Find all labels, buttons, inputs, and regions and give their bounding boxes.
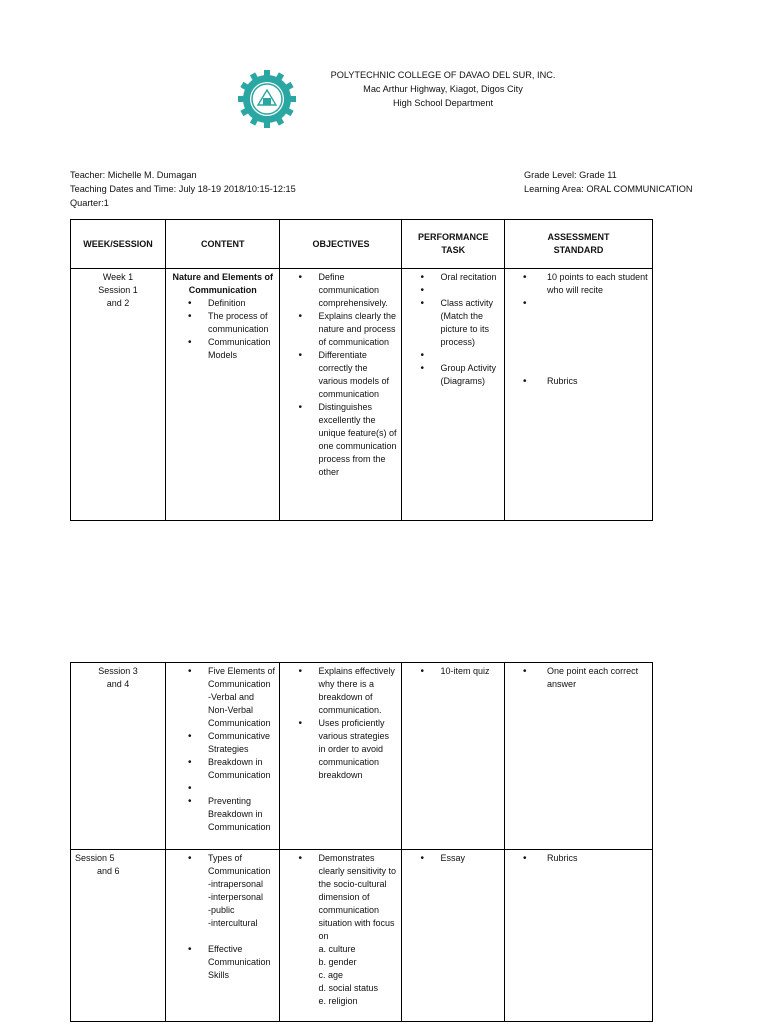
week-cell — [71, 663, 166, 850]
objectives-cell — [280, 663, 402, 850]
assessment-cell — [505, 850, 653, 1022]
task-list — [406, 271, 500, 388]
school-address: Mac Arthur Highway, Kiagot, Digos City — [363, 84, 523, 94]
week-line: Session 3 — [98, 666, 138, 676]
info-left — [70, 168, 296, 210]
spacer — [170, 782, 275, 795]
week-line: Week 1 — [102, 272, 134, 282]
objectives-cell — [280, 850, 402, 1022]
objective-subitem: c. age — [318, 970, 343, 980]
list-item: • Rubrics — [509, 852, 648, 865]
assessment-list — [509, 852, 648, 865]
week-line: and 4 — [106, 679, 130, 689]
list-item: • Uses proficiently various strategies in order to avoid communication breakdown — [284, 717, 397, 782]
list-item: • Oral recitation — [406, 271, 500, 284]
list-item: • Types of Communication — [170, 852, 275, 878]
list-item: • 10-item quiz — [406, 665, 500, 678]
objectives-list — [284, 665, 397, 782]
spacer — [406, 284, 500, 297]
table-row — [71, 269, 653, 521]
list-item: • Communicative Strategies — [170, 730, 275, 756]
spacer — [509, 297, 648, 375]
content-subitem: -interpersonal — [208, 892, 264, 902]
list-item: • Distinguishes excellently the unique feature(s) of one communication process from the other — [284, 401, 397, 479]
list-item: • Class activity (Match the picture to its process) — [406, 297, 500, 349]
spacer — [406, 349, 500, 362]
header-assess-line1: ASSESSMENT — [547, 232, 610, 242]
list-item: • Differentiate correctly the various models of communication — [284, 349, 397, 401]
header-assessment — [505, 220, 653, 269]
objectives-list — [284, 271, 397, 479]
objective-subitem: e. religion — [318, 996, 358, 1006]
assessment-cell — [505, 269, 653, 521]
list-item: • Communication Models — [170, 336, 275, 362]
quarter-line: Quarter:1 — [70, 198, 109, 208]
list-item: • Effective Communication Skills — [170, 943, 275, 982]
list-item: • Definition — [170, 297, 275, 310]
grade-line: Grade Level: Grade 11 — [524, 170, 617, 180]
teacher-line: Teacher: Michelle M. Dumagan — [70, 170, 197, 180]
content-subitem: -intrapersonal — [208, 879, 264, 889]
content-list — [170, 852, 275, 878]
school-name: POLYTECHNIC COLLEGE OF DAVAO DEL SUR, INC. — [330, 70, 556, 80]
content-cell — [166, 269, 280, 521]
objective-subitem: d. social status — [318, 983, 378, 993]
task-cell — [402, 269, 505, 521]
lesson-plan-table-1 — [70, 219, 653, 521]
task-cell — [402, 850, 505, 1022]
objectives-cell — [280, 269, 402, 521]
objective-subitem: a. culture — [318, 944, 356, 954]
school-department: High School Department — [392, 98, 494, 108]
assessment-cell — [505, 663, 653, 850]
header-assess-line2: STANDARD — [553, 245, 604, 255]
header-objectives: OBJECTIVES — [280, 220, 402, 269]
table-header-row — [71, 220, 653, 269]
list-item: • Group Activity (Diagrams) — [406, 362, 500, 388]
week-cell — [71, 269, 166, 521]
task-list — [406, 852, 500, 865]
info-right — [524, 168, 692, 196]
list-item: • Breakdown in Communication — [170, 756, 275, 782]
week-line: and 2 — [106, 298, 130, 308]
header-task-line2: TASK — [441, 245, 466, 255]
assessment-list — [509, 271, 648, 388]
list-item: • Explains clearly the nature and process of communication — [284, 310, 397, 349]
list-item: • Demonstrates clearly sensitivity to the socio-cultural dimension of communication situation with focus on — [284, 852, 397, 943]
list-item: • Five Elements of Communication -Verbal and Non-Verbal Communication — [170, 665, 275, 730]
week-line: and 6 — [97, 866, 120, 876]
table-row — [71, 850, 653, 1022]
content-list — [170, 297, 275, 362]
content-cell — [166, 850, 280, 1022]
week-line: Session 5 — [75, 853, 115, 863]
assessment-list — [509, 665, 648, 691]
list-item: • The process of communication — [170, 310, 275, 336]
school-header — [300, 68, 586, 110]
area-line: Learning Area: ORAL COMMUNICATION — [524, 184, 693, 194]
school-logo-gear-icon — [238, 70, 296, 128]
objectives-list — [284, 852, 397, 943]
week-cell — [71, 850, 166, 1022]
header-task-line1: PERFORMANCE — [418, 232, 489, 242]
lesson-plan-table-2 — [70, 662, 653, 1022]
header-week: WEEK/SESSION — [71, 220, 166, 269]
list-item: • Explains effectively why there is a breakdown of communication. — [284, 665, 397, 717]
list-item: • Define communication comprehensively. — [284, 271, 397, 310]
list-item: • 10 points to each student who will recite — [509, 271, 648, 297]
content-list — [170, 943, 275, 982]
task-list — [406, 665, 500, 678]
week-line: Session 1 — [98, 285, 138, 295]
header-task — [402, 220, 505, 269]
content-subitem: -public — [208, 905, 235, 915]
list-item: • Preventing Breakdown in Communication — [170, 795, 275, 834]
header-content: CONTENT — [166, 220, 280, 269]
task-cell — [402, 663, 505, 850]
list-item: • Essay — [406, 852, 500, 865]
spacer — [170, 930, 275, 943]
dates-line: Teaching Dates and Time: July 18-19 2018/10:15-12:15 — [70, 184, 296, 194]
list-item: • Rubrics — [509, 375, 648, 388]
content-title: Nature and Elements of Communication — [172, 272, 273, 295]
content-cell — [166, 663, 280, 850]
content-subitem: -intercultural — [208, 918, 258, 928]
content-list — [170, 665, 275, 834]
table-row — [71, 663, 653, 850]
list-item: • One point each correct answer — [509, 665, 648, 691]
objective-subitem: b. gender — [318, 957, 357, 967]
